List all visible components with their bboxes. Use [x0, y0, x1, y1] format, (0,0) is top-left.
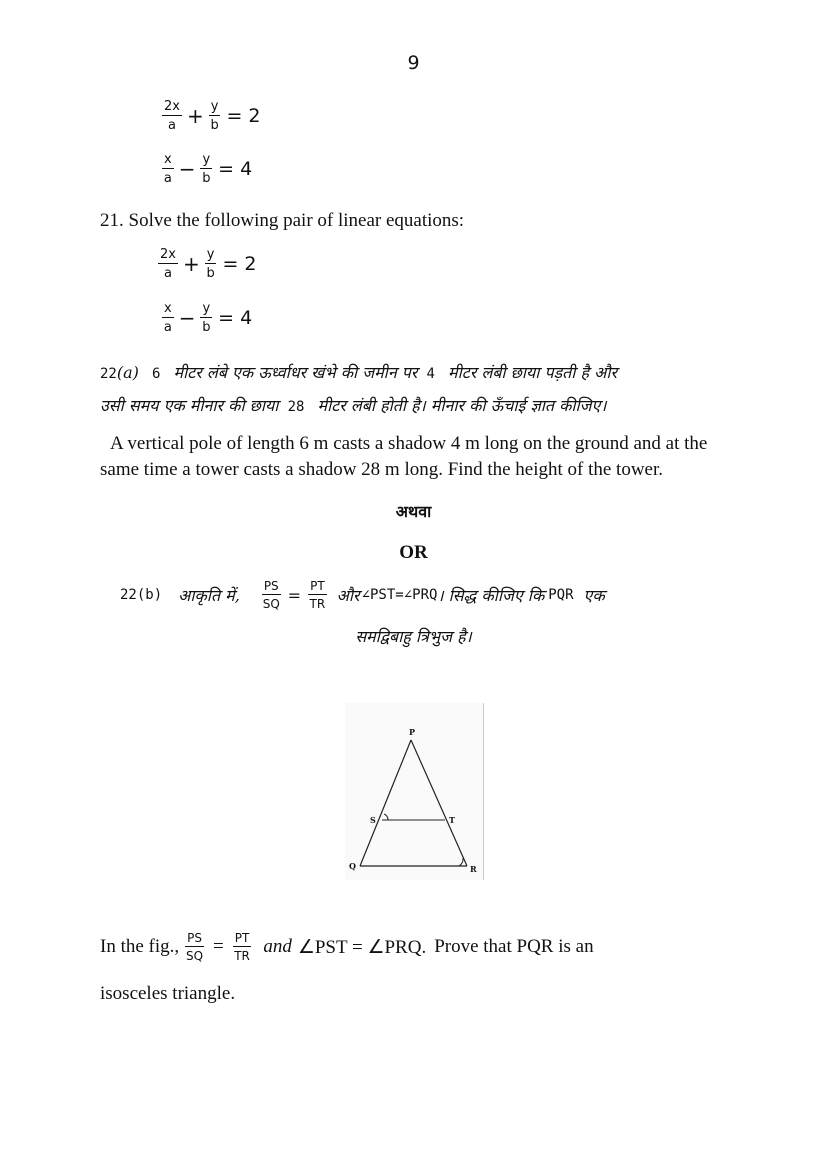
label-s: S [370, 815, 376, 825]
denominator: TR [309, 597, 326, 611]
fraction-pt-tr [308, 580, 327, 610]
denominator: SQ [262, 597, 280, 611]
numerator: y [202, 301, 211, 316]
fraction-ps-sq [262, 580, 281, 610]
label-t: T [449, 815, 455, 825]
operator: − [178, 306, 196, 330]
label-q: Q [349, 861, 356, 871]
operator: + [182, 252, 200, 276]
equals-sign: = [213, 936, 224, 957]
numerator: x [164, 152, 172, 167]
numerator: x [164, 301, 172, 316]
fraction-pt-tr [233, 932, 252, 962]
denominator: b [202, 171, 211, 186]
question-label: 22(b) [120, 587, 163, 603]
angle-mark-s [384, 814, 388, 820]
rhs: = 2 [222, 253, 257, 275]
question-22b-english-line-1 [100, 932, 594, 962]
hindi-text: उसी समय एक मीनार की छाया [100, 396, 279, 415]
triangle-name: PQR [548, 587, 574, 603]
angle-mark-r [459, 858, 463, 866]
numerator: PS [263, 579, 279, 593]
q21-equation-1 [156, 248, 257, 280]
hindi-text: और [336, 586, 360, 605]
numerator: 2x [164, 99, 180, 114]
english-text: In the fig., [100, 936, 180, 957]
question-22a-english-line-2: same time a tower casts a shadow 28 m long. Find the height of the tower. [100, 459, 664, 480]
hindi-text: आकृति में, [178, 586, 240, 605]
denominator: SQ [186, 949, 204, 963]
denominator: a [168, 118, 176, 133]
question-22a-hindi-line-2 [100, 394, 606, 416]
equals-sign: = [287, 585, 302, 605]
denominator: a [164, 266, 172, 281]
rhs: = 4 [218, 158, 253, 180]
value: 4 [426, 366, 435, 382]
denominator: b [210, 118, 219, 133]
numerator: y [210, 99, 219, 114]
operator: + [186, 104, 204, 128]
angle-statement: ∠PST = ∠PRQ. [297, 936, 427, 958]
numerator: PS [187, 931, 203, 945]
hindi-text: एक [583, 586, 605, 605]
english-text: and [263, 936, 292, 957]
question-22a-hindi-line-1 [100, 361, 617, 383]
denominator: a [163, 320, 172, 335]
or-hindi: अथवा [395, 502, 432, 521]
denominator: a [163, 171, 172, 186]
denominator: b [206, 266, 215, 281]
numerator: PT [234, 931, 250, 945]
question-22b-hindi-line-1 [120, 580, 605, 610]
label-r: R [470, 864, 477, 874]
numerator: y [202, 152, 211, 167]
hindi-text: मीटर लंबी होती है। मीनार की ऊँचाई ज्ञात कीजिए। [317, 396, 607, 415]
value: 28 [287, 399, 305, 415]
hindi-text: । सिद्ध कीजिए कि [437, 586, 545, 605]
angle-statement: ∠PST=∠PRQ [361, 587, 438, 603]
question-21-text: 21. Solve the following pair of linear equations: [100, 210, 465, 231]
denominator: b [202, 320, 211, 335]
question-22b-hindi-line-2: समद्विबाहु त्रिभुज है। [355, 627, 472, 646]
value: 6 [151, 366, 161, 382]
equation-1 [160, 100, 261, 132]
side-pr [411, 740, 467, 866]
q21-equation-2 [160, 302, 252, 334]
fraction-ps-sq [185, 932, 204, 962]
question-22a-english-line-1: A vertical pole of length 6 m casts a shadow 4 m long on the ground and at the [110, 433, 708, 454]
question-label: (a) [116, 363, 139, 382]
numerator: y [206, 247, 215, 262]
question-number: 22 [100, 366, 117, 382]
equation-2 [160, 153, 252, 185]
rhs: = 4 [218, 307, 253, 329]
hindi-text: मीटर लंबे एक ऊर्ध्वाधर खंभे की जमीन पर [173, 363, 418, 382]
numerator: 2x [160, 247, 176, 262]
triangle-figure [345, 703, 484, 880]
label-p: P [409, 727, 416, 737]
question-22b-english-line-2: isosceles triangle. [100, 983, 236, 1004]
numerator: PT [310, 579, 325, 593]
side-pq [360, 740, 411, 866]
operator: − [178, 157, 196, 181]
or-english: OR [399, 542, 428, 563]
hindi-text: मीटर लंबी छाया पड़ती है और [448, 363, 618, 382]
page-number: 9 [407, 52, 420, 74]
denominator: TR [234, 949, 250, 963]
english-text: Prove that PQR is an [434, 936, 594, 957]
rhs: = 2 [226, 105, 261, 127]
